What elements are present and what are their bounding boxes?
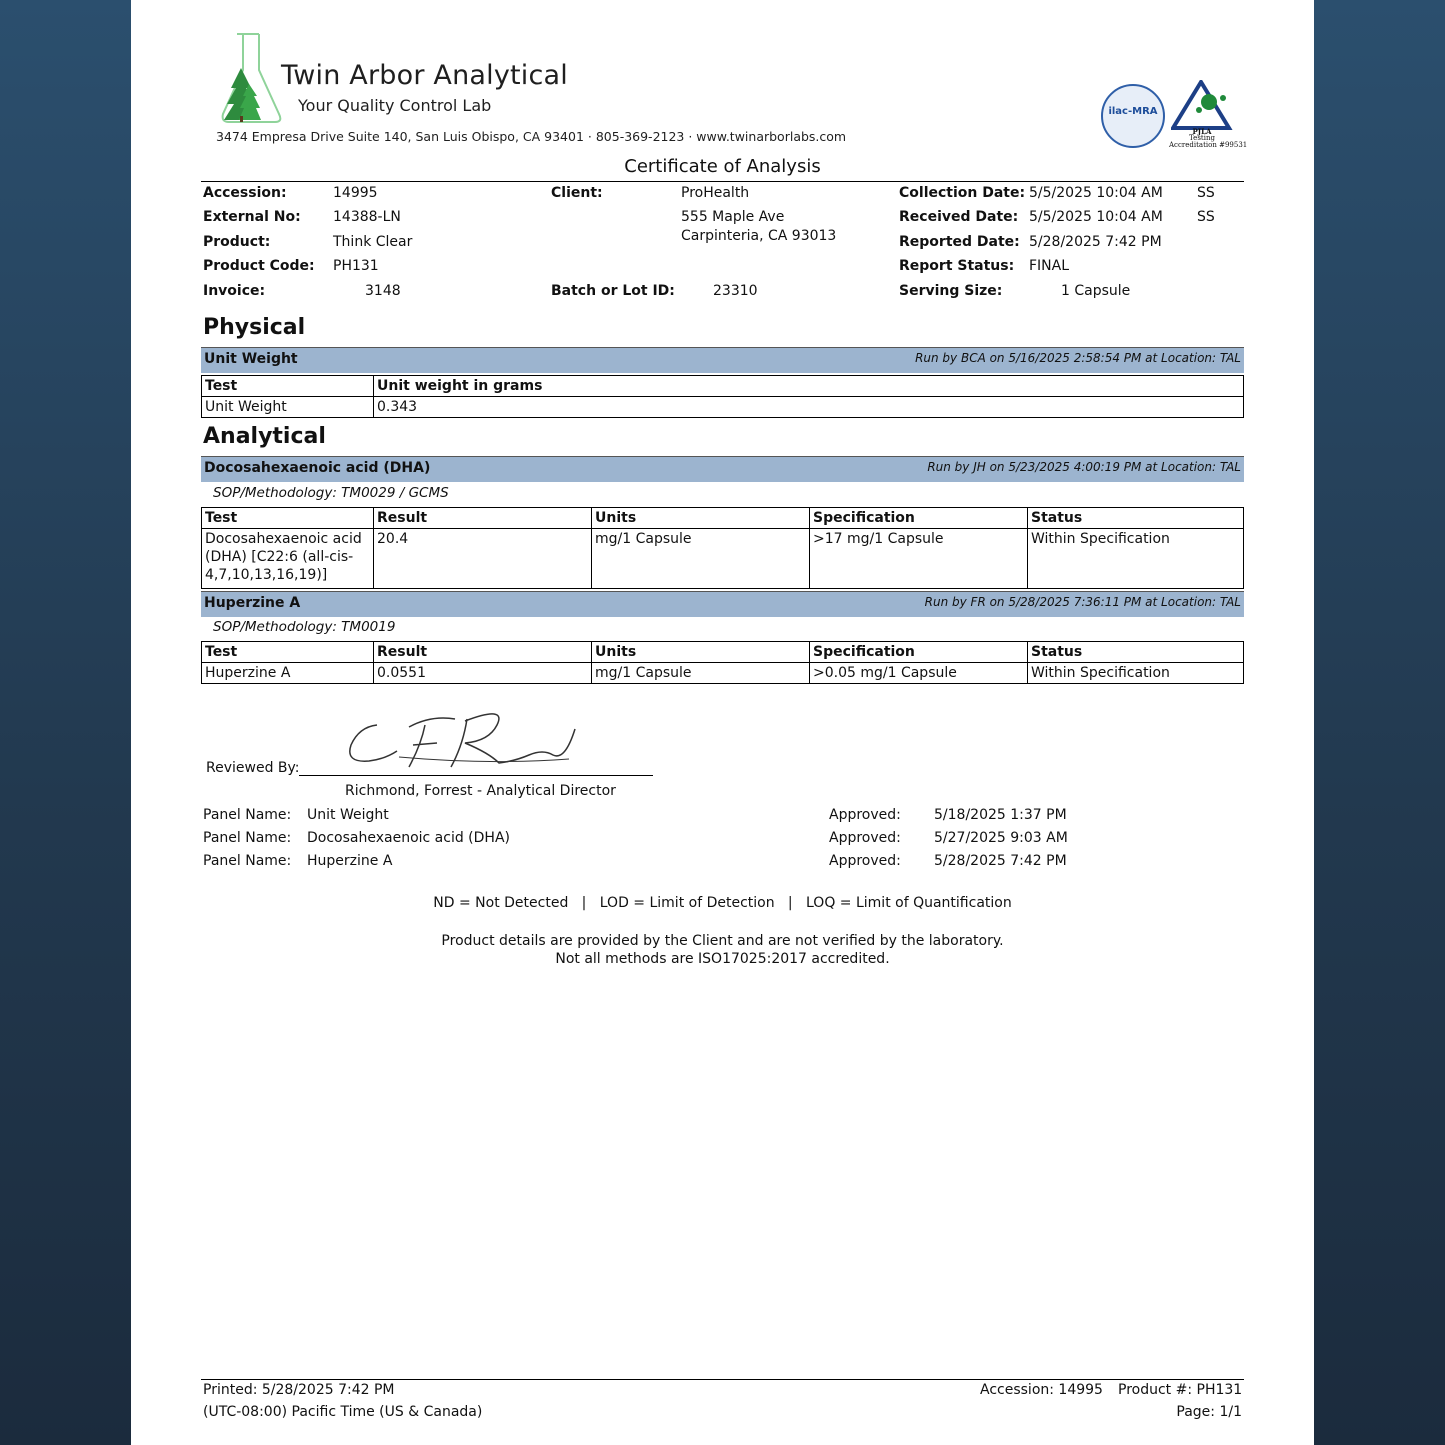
table-cell: 0.343 (374, 397, 1244, 418)
lab-tagline: Your Quality Control Lab (298, 96, 492, 115)
external-no-value: 14388-LN (333, 209, 401, 225)
dha-sop: SOP/Methodology: TM0029 / GCMS (213, 485, 449, 501)
product-label: Product: (203, 234, 271, 250)
client-label: Client: (551, 185, 603, 201)
table-cell: Within Specification (1028, 529, 1244, 589)
collection-date-label: Collection Date: (899, 185, 1026, 201)
table-cell: Unit Weight (202, 397, 374, 418)
table-cell: mg/1 Capsule (592, 529, 810, 589)
approved-label: Approved: (829, 853, 901, 869)
huperzine-panel-band (201, 591, 1244, 617)
product-value: Think Clear (333, 234, 413, 250)
lab-name: Twin Arbor Analytical (281, 60, 569, 91)
product-code-label: Product Code: (203, 258, 315, 274)
timezone: (UTC-08:00) Pacific Time (US & Canada) (203, 1404, 483, 1420)
unit-weight-panel-band (201, 347, 1244, 373)
document-title: Certificate of Analysis (624, 156, 821, 177)
lab-address: 3474 Empresa Drive Suite 140, San Luis Obispo, CA 93401 · 805-369-2123 · www.twinarborlabs.com (216, 129, 847, 144)
flask-tree-logo-icon (215, 30, 285, 126)
huperzine-results-table (201, 641, 1244, 684)
panel-name-value: Docosahexaenoic acid (DHA) (307, 830, 510, 846)
table-row (202, 529, 1244, 589)
approved-value: 5/27/2025 9:03 AM (934, 830, 1068, 846)
panel-name-label: Panel Name: (203, 830, 292, 846)
approved-value: 5/28/2025 7:42 PM (934, 853, 1067, 869)
panel-name-value: Unit Weight (307, 807, 389, 823)
table-row (202, 663, 1244, 684)
column-header: Result (374, 642, 592, 663)
certificate-page (131, 0, 1314, 1445)
huperzine-run-info: Run by FR on 5/28/2025 7:36:11 PM at Location: TAL (924, 595, 1241, 609)
page-number: Page: 1/1 (1176, 1404, 1242, 1420)
footer-accession: Accession: 14995 (980, 1382, 1103, 1398)
client-address-line1: 555 Maple Ave (681, 209, 785, 225)
reported-date-value: 5/28/2025 7:42 PM (1029, 234, 1162, 250)
table-header-row (202, 376, 1244, 397)
invoice-label: Invoice: (203, 283, 266, 299)
table-header-row (202, 508, 1244, 529)
column-header: Unit weight in grams (374, 376, 1244, 397)
batch-label: Batch or Lot ID: (551, 283, 675, 299)
collection-initials: SS (1197, 185, 1215, 201)
received-date-label: Received Date: (899, 209, 1019, 225)
column-header: Units (592, 642, 810, 663)
approved-label: Approved: (829, 807, 901, 823)
printed-date: Printed: 5/28/2025 7:42 PM (203, 1382, 395, 1398)
panel-name-label: Panel Name: (203, 807, 292, 823)
received-date-value: 5/5/2025 10:04 AM (1029, 209, 1163, 225)
pjla-logo-caption (1169, 127, 1248, 149)
panel-name-value: Huperzine A (307, 853, 393, 869)
approved-label: Approved: (829, 830, 901, 846)
column-header: Status (1028, 508, 1244, 529)
disclaimer-line2: Not all methods are ISO17025:2017 accredited. (555, 951, 890, 967)
external-no-label: External No: (203, 209, 301, 225)
ilac-mra-logo-text: ilac-MRA (1108, 106, 1158, 117)
signature-line (299, 775, 653, 776)
report-status-value: FINAL (1029, 258, 1070, 274)
unit-weight-run-info: Run by BCA on 5/16/2025 2:58:54 PM at Location: TAL (915, 351, 1241, 365)
dha-run-info: Run by JH on 5/23/2025 4:00:19 PM at Location: TAL (927, 460, 1241, 474)
reviewed-by-label: Reviewed By: (206, 760, 300, 776)
dha-panel-title: Docosahexaenoic acid (DHA) (204, 460, 431, 476)
serving-size-value: 1 Capsule (1061, 283, 1131, 299)
report-status-label: Report Status: (899, 258, 1015, 274)
received-initials: SS (1197, 209, 1215, 225)
table-cell: 20.4 (374, 529, 592, 589)
dha-results-table (201, 507, 1244, 589)
reviewer-signature (339, 705, 584, 773)
pjla-logo-icon (1171, 80, 1233, 130)
unit-weight-table (201, 375, 1244, 418)
column-header: Status (1028, 642, 1244, 663)
client-address-line2: Carpinteria, CA 93013 (681, 228, 837, 244)
footer-rule (201, 1379, 1244, 1380)
client-value: ProHealth (681, 185, 750, 201)
title-rule (201, 181, 1244, 182)
column-header: Test (202, 642, 374, 663)
column-header: Test (202, 376, 374, 397)
table-cell: 0.0551 (374, 663, 592, 684)
reported-date-label: Reported Date: (899, 234, 1020, 250)
huperzine-panel-title: Huperzine A (204, 595, 301, 611)
ilac-mra-logo-icon (1101, 84, 1165, 148)
table-cell: Within Specification (1028, 663, 1244, 684)
table-header-row (202, 642, 1244, 663)
reviewer-name: Richmond, Forrest - Analytical Director (345, 783, 616, 799)
dha-panel-band (201, 456, 1244, 482)
pjla-logo-scope: Testing (1189, 134, 1215, 142)
table-cell: >0.05 mg/1 Capsule (810, 663, 1028, 684)
serving-size-label: Serving Size: (899, 283, 1003, 299)
approved-value: 5/18/2025 1:37 PM (934, 807, 1067, 823)
table-cell: mg/1 Capsule (592, 663, 810, 684)
huperzine-sop: SOP/Methodology: TM0019 (213, 619, 396, 635)
invoice-value: 3148 (365, 283, 401, 299)
column-header: Result (374, 508, 592, 529)
physical-heading: Physical (203, 315, 306, 340)
column-header: Test (202, 508, 374, 529)
pjla-logo-name: PJLA (1192, 127, 1212, 136)
column-header: Units (592, 508, 810, 529)
table-cell: Huperzine A (202, 663, 374, 684)
column-header: Specification (810, 508, 1028, 529)
table-cell: >17 mg/1 Capsule (810, 529, 1028, 589)
analytical-heading: Analytical (203, 424, 326, 449)
accession-value: 14995 (333, 185, 378, 201)
batch-value: 23310 (713, 283, 758, 299)
pjla-logo-number: Accreditation #99531 (1169, 141, 1248, 149)
abbreviation-legend: ND = Not Detected | LOD = Limit of Detection | LOQ = Limit of Quantification (433, 895, 1012, 911)
unit-weight-panel-title: Unit Weight (204, 351, 298, 367)
disclaimer-line1: Product details are provided by the Client and are not verified by the laboratory. (441, 933, 1004, 949)
product-code-value: PH131 (333, 258, 379, 274)
table-cell: Docosahexaenoic acid (DHA) [C22:6 (all-cis-4,7,10,13,16,19)] (202, 529, 374, 589)
table-row (202, 397, 1244, 418)
footer-product-number: Product #: PH131 (1118, 1382, 1243, 1398)
accession-label: Accession: (203, 185, 287, 201)
column-header: Specification (810, 642, 1028, 663)
collection-date-value: 5/5/2025 10:04 AM (1029, 185, 1163, 201)
panel-name-label: Panel Name: (203, 853, 292, 869)
